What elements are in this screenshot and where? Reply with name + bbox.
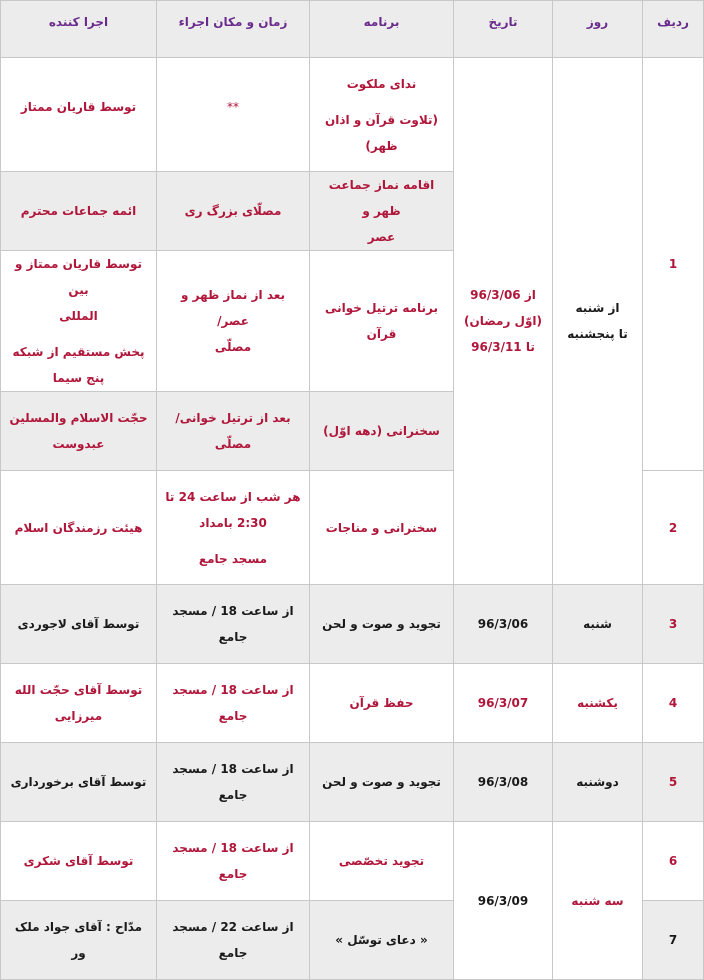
program-cell: تجوید و صوت و لحن (310, 585, 454, 664)
day-range-cell (553, 58, 643, 585)
time-line: 2:30 بامداد (199, 515, 267, 530)
program-cell: سخنرانی (دهه اوّل) (310, 392, 454, 471)
header-zaman: زمان و مکان اجراء (157, 1, 310, 58)
performer-cell: ائمه جماعات محترم (1, 172, 157, 251)
day-from: از شنبه (575, 301, 620, 315)
time-line: مصلّی (214, 437, 252, 451)
time-line: بعد از ترتیل خوانی/ (175, 411, 291, 425)
program-line: ظهر) (365, 138, 398, 153)
time-cell (157, 392, 310, 471)
time-cell (157, 251, 310, 392)
radif-cell: 5 (643, 743, 704, 822)
performer-line: میرزایی (54, 709, 103, 723)
time-line: جامع (218, 867, 248, 881)
time-line: مسجد جامع (198, 551, 268, 566)
program-line: برنامه ترتیل خوانی (324, 301, 439, 315)
time-cell: مصلّای بزرگ ری (157, 172, 310, 251)
time-line: جامع (218, 946, 248, 960)
program-cell: تجوید تخصّصی (310, 822, 454, 901)
performer-line: پخش مستقیم از شبکه (12, 345, 145, 359)
program-line: قرآن (366, 327, 397, 341)
radif-cell: 4 (643, 664, 704, 743)
day-cell: یکشنبه (553, 664, 643, 743)
date-cell: 96/3/07 (454, 664, 553, 743)
date-note: (اوّل رمضان) (463, 314, 543, 328)
day-cell: شنبه (553, 585, 643, 664)
table-row (1, 58, 704, 172)
program-line: (تلاوت قرآن و اذان (325, 112, 438, 127)
day-cell: دوشنبه (553, 743, 643, 822)
date-from: از 96/3/06 (470, 288, 536, 302)
time-line: از ساعت 22 / مسجد (172, 920, 294, 934)
time-line: از ساعت 18 / مسجد (172, 604, 294, 618)
performer-line: حجّت الاسلام والمسلین (9, 411, 148, 425)
time-cell (157, 743, 310, 822)
program-cell (310, 172, 454, 251)
performer-line: توسط قاریان ممتاز و بین (15, 257, 142, 297)
radif-cell: 3 (643, 585, 704, 664)
header-row (1, 1, 704, 58)
time-cell (157, 664, 310, 743)
header-tarikh: تاریخ (454, 1, 553, 58)
time-line: از ساعت 18 / مسجد (172, 841, 294, 855)
table-row (1, 743, 704, 822)
performer-cell: توسط قاریان ممتاز (1, 58, 157, 172)
performer-cell (1, 392, 157, 471)
radif-cell: 1 (643, 58, 704, 471)
performer-cell: توسط آقای لاجوردی (1, 585, 157, 664)
time-line: از ساعت 18 / مسجد (172, 683, 294, 697)
performer-line: توسط آقای حجّت الله (14, 683, 143, 697)
performer-cell: توسط آقای برخورداری (1, 743, 157, 822)
table-row (1, 585, 704, 664)
date-cell: 96/3/08 (454, 743, 553, 822)
day-to: تا پنجشنبه (567, 327, 628, 341)
header-ejra: اجرا کننده (1, 1, 157, 58)
time-cell: ** (157, 58, 310, 172)
time-line: از ساعت 18 / مسجد (172, 762, 294, 776)
program-cell: حفظ قرآن (310, 664, 454, 743)
time-cell (157, 822, 310, 901)
performer-cell (1, 251, 157, 392)
time-line: هر شب از ساعت 24 تا (165, 489, 301, 504)
date-range-cell (454, 58, 553, 585)
table-row (1, 822, 704, 901)
table-row (1, 664, 704, 743)
performer-cell: هیئت رزمندگان اسلام (1, 471, 157, 585)
time-cell (157, 901, 310, 980)
date-cell: 96/3/06 (454, 585, 553, 664)
radif-cell: 7 (643, 901, 704, 980)
performer-cell (1, 664, 157, 743)
time-line: بعد از نماز ظهر و عصر/ (180, 288, 286, 328)
time-line: جامع (218, 709, 248, 723)
time-cell (157, 585, 310, 664)
program-cell (310, 251, 454, 392)
date-cell: 96/3/09 (454, 822, 553, 980)
header-radif: ردیف (643, 1, 704, 58)
program-cell: تجوید و صوت و لحن (310, 743, 454, 822)
time-cell (157, 471, 310, 585)
program-cell: « دعای توسّل » (310, 901, 454, 980)
program-cell (310, 58, 454, 172)
program-line: ندای ملکوت (346, 76, 417, 91)
radif-cell: 6 (643, 822, 704, 901)
day-cell: سه شنبه (553, 822, 643, 980)
header-barnameh: برنامه (310, 1, 454, 58)
performer-line: پنج سیما (52, 371, 105, 385)
program-line: عصر (367, 230, 396, 244)
time-line: مصلّی (214, 340, 252, 354)
performer-cell: مدّاح : آقای جواد ملک ور (1, 901, 157, 980)
performer-line: المللی (59, 309, 98, 323)
time-line: جامع (218, 788, 248, 802)
radif-cell: 2 (643, 471, 704, 585)
program-cell: سخنرانی و مناجات (310, 471, 454, 585)
time-line: جامع (218, 630, 248, 644)
program-line: اقامه نماز جماعت ظهر و (328, 178, 435, 218)
header-rooz: روز (553, 1, 643, 58)
performer-cell: توسط آقای شکری (1, 822, 157, 901)
date-to: تا 96/3/11 (471, 340, 535, 354)
performer-line: عبدوست (52, 437, 105, 451)
